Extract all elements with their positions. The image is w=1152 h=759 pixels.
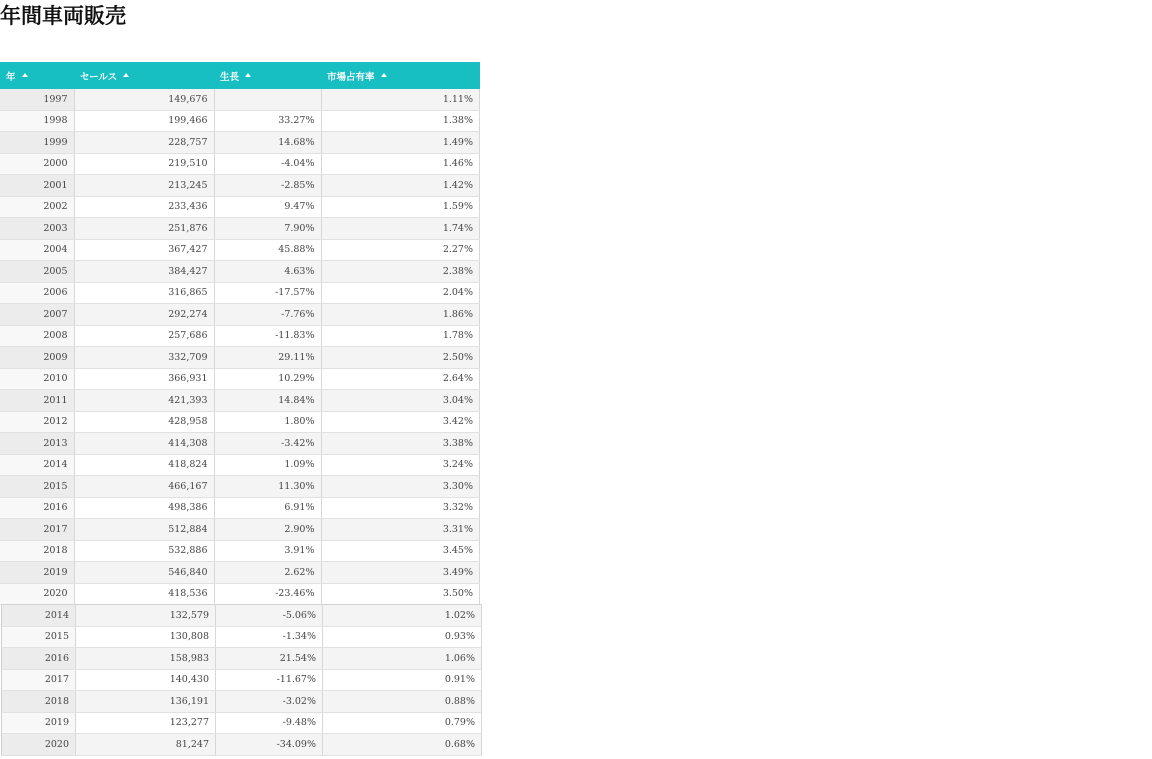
sales-cell: 213,245 [74,175,214,197]
year-cell: 2011 [0,390,74,412]
market-share-cell: 3.38% [321,433,480,455]
growth-cell [214,89,321,110]
market-share-cell: 3.45% [321,540,480,562]
sales-cell: 532,886 [74,540,214,562]
sales-cell: 123,277 [76,712,216,734]
sales-cell: 414,308 [74,433,214,455]
sales-cell: 81,247 [76,734,216,756]
growth-cell: -2.85% [214,175,321,197]
market-share-cell: 0.88% [323,691,482,713]
sales-cell: 199,466 [74,110,214,132]
sales-cell: 228,757 [74,132,214,154]
sales-table-secondary [1,604,482,756]
market-share-cell: 1.02% [323,605,482,627]
sales-cell: 418,824 [74,454,214,476]
table-row [0,175,480,197]
sort-ascending-icon[interactable] [123,73,129,77]
growth-cell: -23.46% [214,583,321,605]
growth-cell: -1.34% [216,626,323,648]
market-share-cell: 0.91% [323,669,482,691]
sales-cell: 421,393 [74,390,214,412]
year-cell: 2017 [2,669,76,691]
growth-cell: -7.76% [214,304,321,326]
year-cell: 2016 [2,648,76,670]
sales-cell: 418,536 [74,583,214,605]
growth-cell: -3.42% [214,433,321,455]
growth-cell: -9.48% [216,712,323,734]
market-share-cell: 3.42% [321,411,480,433]
year-cell: 2014 [2,605,76,627]
sales-cell: 132,579 [76,605,216,627]
sales-cell: 257,686 [74,325,214,347]
sort-ascending-icon[interactable] [381,73,387,77]
year-cell: 1999 [0,132,74,154]
growth-cell: 21.54% [216,648,323,670]
column-header-label: 市場占有率 [327,71,375,83]
market-share-cell: 3.31% [321,519,480,541]
growth-cell: -17.57% [214,282,321,304]
market-share-cell: 1.74% [321,218,480,240]
growth-cell: 2.90% [214,519,321,541]
column-header-label: 生長 [220,71,240,83]
year-cell: 2004 [0,239,74,261]
sales-cell: 292,274 [74,304,214,326]
table-row [0,433,480,455]
year-cell: 1997 [0,89,74,110]
table-row [0,368,480,390]
year-cell: 1998 [0,110,74,132]
year-cell: 2017 [0,519,74,541]
page-title: 年間車両販売 [0,4,126,28]
market-share-cell: 2.04% [321,282,480,304]
growth-cell: 14.84% [214,390,321,412]
sales-cell: 466,167 [74,476,214,498]
table-row [0,497,480,519]
market-share-cell: 0.79% [323,712,482,734]
table-body [0,89,480,605]
table-row [2,691,482,713]
market-share-cell: 2.50% [321,347,480,369]
year-cell: 2020 [0,583,74,605]
column-header-label: 年 [6,71,16,83]
table-row [0,304,480,326]
market-share-cell: 1.59% [321,196,480,218]
table-row [2,712,482,734]
sales-cell: 316,865 [74,282,214,304]
year-cell: 2007 [0,304,74,326]
sales-cell: 130,808 [76,626,216,648]
market-share-cell: 0.93% [323,626,482,648]
growth-cell: 29.11% [214,347,321,369]
growth-cell: 33.27% [214,110,321,132]
year-cell: 2005 [0,261,74,283]
market-share-cell: 1.42% [321,175,480,197]
table-row [0,476,480,498]
table-row [0,153,480,175]
growth-cell: 14.68% [214,132,321,154]
year-cell: 2018 [0,540,74,562]
growth-cell: 4.63% [214,261,321,283]
market-share-cell: 3.32% [321,497,480,519]
column-header-sales[interactable] [74,62,214,89]
year-cell: 2018 [2,691,76,713]
table-row [2,626,482,648]
market-share-cell: 2.64% [321,368,480,390]
market-share-cell: 3.04% [321,390,480,412]
market-share-cell: 1.38% [321,110,480,132]
table-row [0,583,480,605]
table-row [2,734,482,756]
growth-cell: 1.09% [214,454,321,476]
table-row [0,540,480,562]
sales-cell: 428,958 [74,411,214,433]
growth-cell: 6.91% [214,497,321,519]
growth-cell: -11.83% [214,325,321,347]
year-cell: 2019 [2,712,76,734]
sales-cell: 498,386 [74,497,214,519]
market-share-cell: 1.49% [321,132,480,154]
growth-cell: -34.09% [216,734,323,756]
growth-cell: 7.90% [214,218,321,240]
table-row [0,347,480,369]
table-row [0,411,480,433]
table-row [0,239,480,261]
sales-cell: 140,430 [76,669,216,691]
table-row [0,196,480,218]
year-cell: 2001 [0,175,74,197]
year-cell: 2010 [0,368,74,390]
table-row [0,110,480,132]
sales-cell: 251,876 [74,218,214,240]
market-share-cell: 3.24% [321,454,480,476]
table-row [0,519,480,541]
year-cell: 2006 [0,282,74,304]
growth-cell: -3.02% [216,691,323,713]
sort-ascending-icon[interactable] [22,73,28,77]
growth-cell: -11.67% [216,669,323,691]
sales-cell: 158,983 [76,648,216,670]
market-share-cell: 2.27% [321,239,480,261]
year-cell: 2000 [0,153,74,175]
year-cell: 2020 [2,734,76,756]
column-header-growth[interactable] [214,62,321,89]
sales-cell: 219,510 [74,153,214,175]
table-row [0,390,480,412]
table-row [0,89,480,110]
growth-cell: 1.80% [214,411,321,433]
growth-cell: 9.47% [214,196,321,218]
column-header-year[interactable] [0,62,74,89]
year-cell: 2008 [0,325,74,347]
sales-cell: 512,884 [74,519,214,541]
year-cell: 2019 [0,562,74,584]
market-share-cell: 3.50% [321,583,480,605]
sales-cell: 366,931 [74,368,214,390]
market-share-cell: 1.11% [321,89,480,110]
column-header-label: セールス [80,71,118,83]
sales-cell: 136,191 [76,691,216,713]
sales-table [0,62,480,605]
sort-ascending-icon[interactable] [245,73,251,77]
growth-cell: 11.30% [214,476,321,498]
market-share-cell: 1.06% [323,648,482,670]
market-share-cell: 1.46% [321,153,480,175]
table-row [0,132,480,154]
growth-cell: 2.62% [214,562,321,584]
market-share-cell: 1.78% [321,325,480,347]
growth-cell: -5.06% [216,605,323,627]
year-cell: 2016 [0,497,74,519]
table-row [2,648,482,670]
sales-cell: 149,676 [74,89,214,110]
year-cell: 2012 [0,411,74,433]
year-cell: 2015 [2,626,76,648]
sales-cell: 233,436 [74,196,214,218]
sales-cell: 546,840 [74,562,214,584]
sales-cell: 367,427 [74,239,214,261]
growth-cell: 45.88% [214,239,321,261]
table-row [2,669,482,691]
market-share-cell: 0.68% [323,734,482,756]
growth-cell: 3.91% [214,540,321,562]
market-share-cell: 1.86% [321,304,480,326]
market-share-cell: 3.49% [321,562,480,584]
table-body [2,605,482,756]
year-cell: 2002 [0,196,74,218]
table-row [0,454,480,476]
growth-cell: -4.04% [214,153,321,175]
year-cell: 2009 [0,347,74,369]
table-row [0,325,480,347]
table-row [0,562,480,584]
growth-cell: 10.29% [214,368,321,390]
header-row [0,62,480,89]
column-header-market-share[interactable] [321,62,480,89]
year-cell: 2013 [0,433,74,455]
table-row [2,605,482,627]
market-share-cell: 3.30% [321,476,480,498]
table-row [0,218,480,240]
year-cell: 2003 [0,218,74,240]
table-row [0,282,480,304]
sales-cell: 384,427 [74,261,214,283]
year-cell: 2014 [0,454,74,476]
market-share-cell: 2.38% [321,261,480,283]
year-cell: 2015 [0,476,74,498]
sales-cell: 332,709 [74,347,214,369]
table-row [0,261,480,283]
